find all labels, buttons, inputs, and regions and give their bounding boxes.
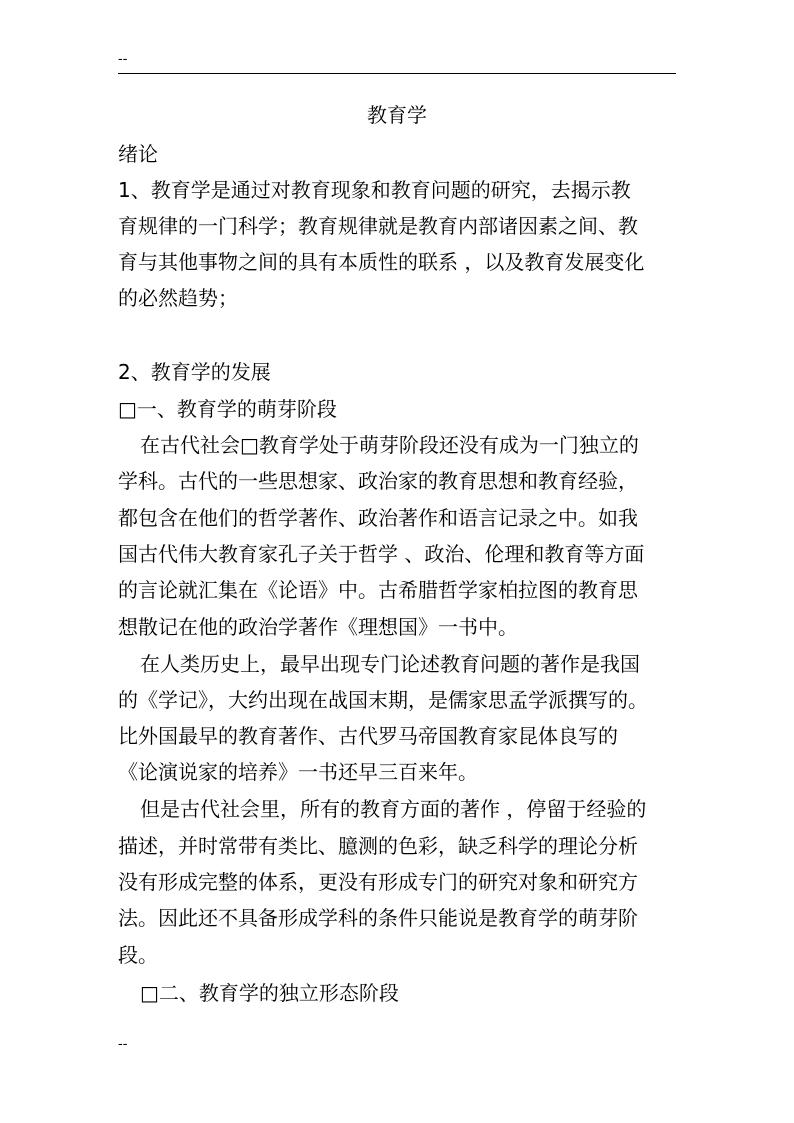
paragraph-line: 《论演说家的培养》一书还早三百来年。 bbox=[118, 760, 478, 784]
paragraph-line: 在古代社会□教育学处于萌芽阶段还没有成为一门独立的 bbox=[140, 433, 639, 457]
header-divider bbox=[118, 73, 676, 74]
section-heading: 绪论 bbox=[118, 142, 158, 166]
paragraph-line: 描述，并时常带有类比、臆测的色彩，缺乏科学的理论分析 bbox=[118, 834, 638, 858]
paragraph-line: 育与其他事物之间的具有本质性的联系 ，以及教育发展变化 bbox=[118, 250, 645, 274]
paragraph-line: 1、教育学是通过对教育现象和教育问题的研究，去揭示教 bbox=[118, 178, 631, 202]
subsection-heading: 2、教育学的发展 bbox=[118, 360, 271, 384]
paragraph-line: 的必然趋势； bbox=[118, 286, 238, 310]
paragraph-line: 但是古代社会里，所有的教育方面的著作 ，停留于经验的 bbox=[140, 797, 647, 821]
subsection-heading: □二、教育学的独立形态阶段 bbox=[140, 981, 399, 1005]
header-mark: -- bbox=[118, 52, 128, 67]
paragraph-line: 学科。古代的一些思想家、政治家的教育思想和教育经验， bbox=[118, 469, 638, 493]
paragraph-line: 的言论就汇集在《论语》中。古希腊哲学家柏拉图的教育思 bbox=[118, 578, 638, 602]
paragraph-line: 都包含在他们的哲学著作、政治著作和语言记录之中。如我 bbox=[118, 506, 638, 530]
paragraph-line: 的《学记》，大约出现在战国末期，是儒家思孟学派撰写的。 bbox=[118, 688, 648, 712]
paragraph-line: 比外国最早的教育著作、古代罗马帝国教育家昆体良写的 bbox=[118, 724, 618, 748]
subsection-heading: □一、教育学的萌芽阶段 bbox=[118, 397, 337, 421]
document-title: 教育学 bbox=[367, 103, 427, 127]
paragraph-line: 段。 bbox=[118, 943, 158, 967]
footer-mark: -- bbox=[118, 1037, 128, 1052]
paragraph-line: 育规律的一门科学；教育规律就是教育内部诸因素之间、教 bbox=[118, 214, 638, 238]
paragraph-line: 在人类历史上，最早出现专门论述教育问题的著作是我国 bbox=[140, 652, 640, 676]
paragraph-line: 法。因此还不具备形成学科的条件只能说是教育学的萌芽阶 bbox=[118, 906, 638, 930]
paragraph-line: 没有形成完整的体系，更没有形成专门的研究对象和研究方 bbox=[118, 870, 638, 894]
paragraph-line: 国古代伟大教育家孔子关于哲学 、政治、伦理和教育等方面 bbox=[118, 542, 645, 566]
paragraph-line: 想散记在他的政治学著作《理想国》一书中。 bbox=[118, 615, 518, 639]
